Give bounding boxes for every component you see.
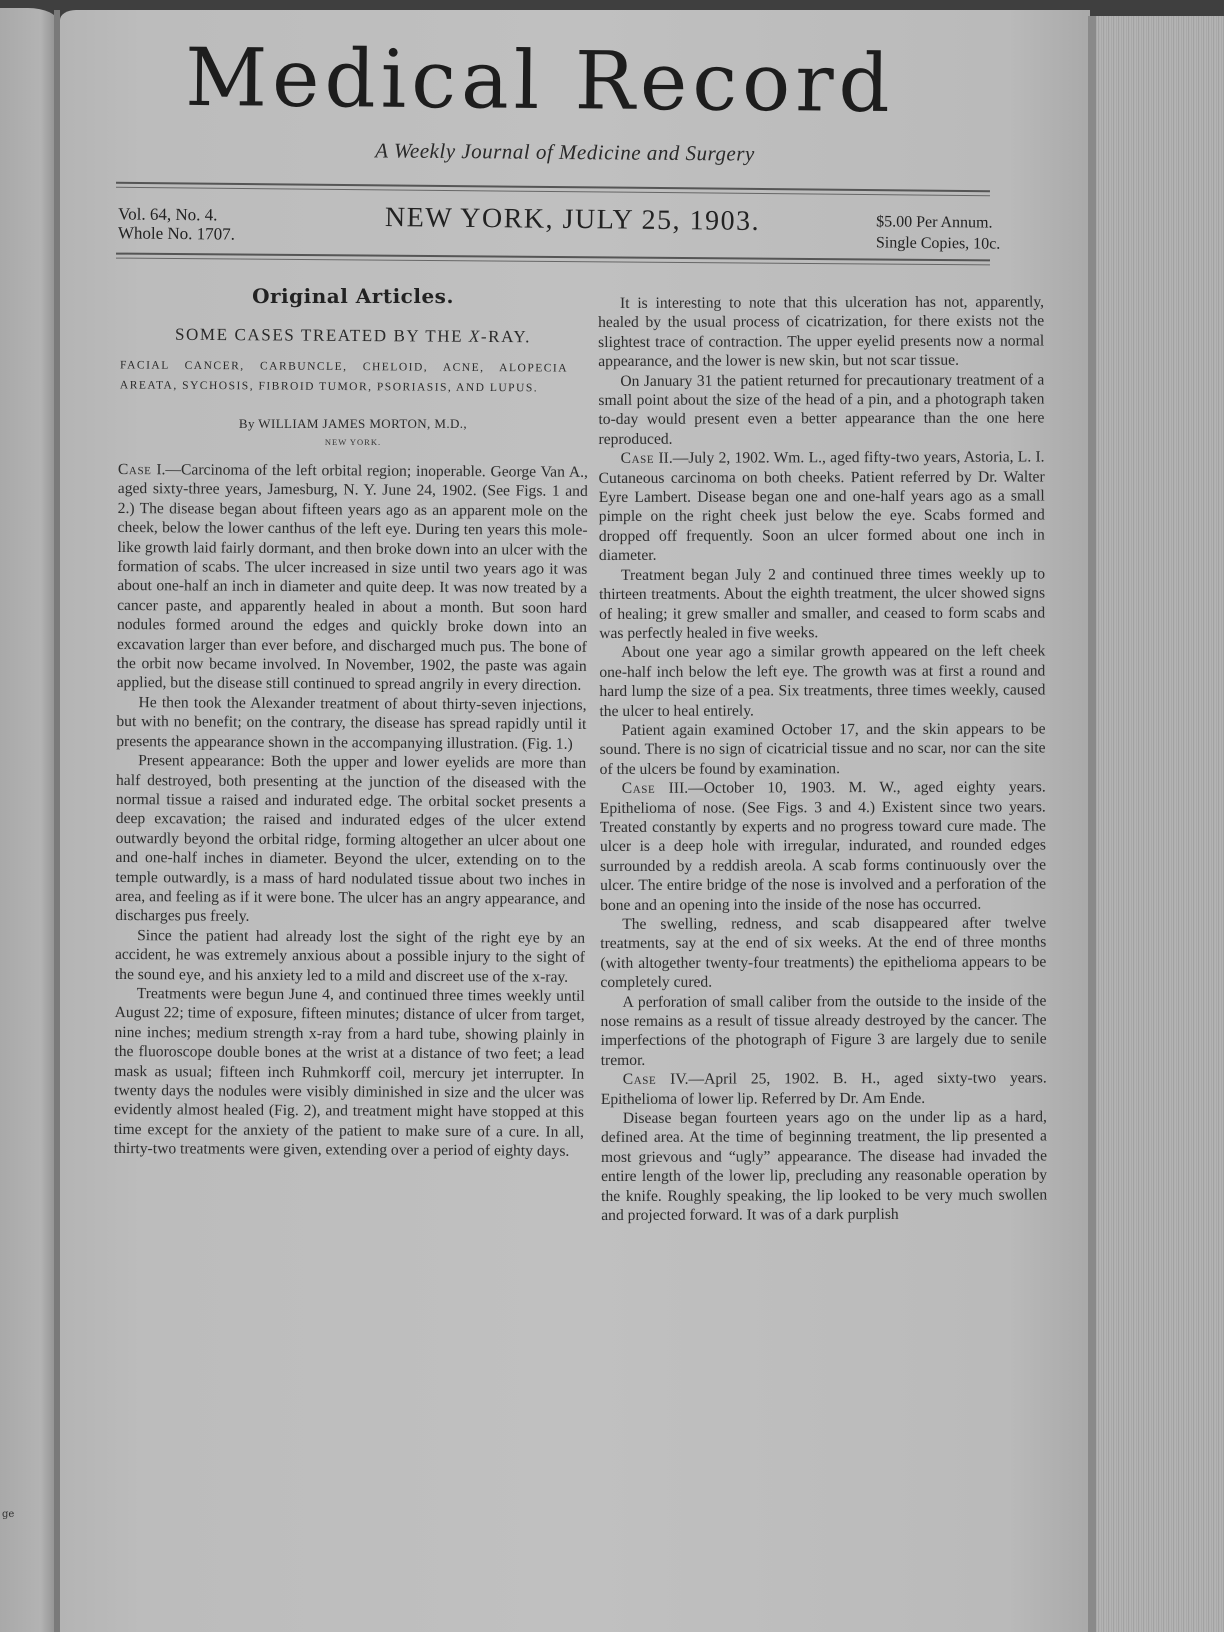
paragraph	[601, 1069, 1047, 1109]
article-title-post: -RAY.	[480, 326, 532, 347]
paragraph	[601, 1108, 1047, 1226]
whole-number: Whole No. 1707.	[117, 223, 236, 244]
facing-page-left	[0, 8, 58, 1632]
dateline: NEW YORK, JULY 25, 1903.	[384, 202, 761, 237]
paragraph	[599, 642, 1045, 721]
case-label: Case	[117, 460, 152, 479]
paragraph-text: I.—Carcinoma of the left orbital region; inoperable. George Van A., aged sixty-three years, Jamesburg, N. Y. June 24, 1902. (See Figs. 1 and 2.) The disease began about fifteen years ago as an apparent mole on the cheek, below the lower canthus of the left eye. During ten years this mole-like growth laid fairly dormant, and then broke down into an ulcer with the formation of scabs. The ulcer increased in size until two years ago it was about one-half an inch in diameter and quite deep. It was now treated by a cancer paste, and apparently healed in about a month. But soon hard nodules formed around the edges and quickly broke down into an excavation larger than ever before, and discharged much pus. The bone of the orbit now became involved. In November, 1902, the paste was again applied, but the disease still continued to spread angrily in every direction.	[116, 461, 588, 695]
price-info	[876, 211, 1001, 254]
paragraph	[598, 292, 1044, 371]
case-label: Case	[622, 1071, 657, 1089]
paragraph-text: A perforation of small caliber from the outside to the inside of the nose remains as a result of tissue already destroyed by the cancer. The imperfections of the photograph of Figure 3 are largely due to senile tremor.	[600, 992, 1047, 1069]
paragraph	[599, 719, 1045, 779]
price-annum: $5.00 Per Annum.	[876, 213, 993, 232]
paragraph-text: IV.—April 25, 1902. B. H., aged sixty-two years. Epithelioma of lower lip. Referred by Dr. Am Ende.	[600, 1069, 1047, 1108]
paragraph	[115, 926, 585, 987]
right-column	[598, 292, 1047, 1225]
case-label: Case	[621, 779, 656, 798]
case-label: Case	[620, 450, 655, 468]
paragraph	[115, 751, 586, 929]
masthead-title: Medical Record	[184, 30, 896, 131]
article-title-x: X	[468, 326, 482, 346]
paragraph-text: Present appearance: Both the upper and lower eyelids are more than half destroyed, both presenting at the junction of the diseased with the normal tissue a raised and indurated edge. The orbital socket presents a deep excavation; the raised and indurated edges of the ulcer extend outwardly beyond the orbital ridge, forming altogether an ulcer about one and one-half inches in diameter. Beyond the ulcer, extending on to the temple outwardly, is a mass of hard nodulated tissue about two inches in area, and feeling as if it were bone. The ulcer has an angry appearance, and discharges pus freely.	[115, 752, 587, 926]
paragraph	[600, 913, 1046, 992]
page-stack-shadow	[1088, 16, 1096, 1632]
paragraph-text: Patient again examined October 17, and the skin appears to be sound. There is no sign of cicatricial tissue and no scar, nor can the site of the ulcers be found by examination.	[599, 720, 1046, 778]
page-stack-edge	[1088, 16, 1224, 1632]
paragraph-text: It is interesting to note that this ulceration has not, apparently, healed by the usual process of cicatrization, for there exists not the slightest trace of contraction. The upper eyelid presents now a normal appearance, and the lower is new skin, but not scar tissue.	[598, 293, 1045, 371]
paragraph-text: Disease began fourteen years ago on the under lip as a hard, defined area. At the time of beginning treatment, the lip presented a most grievous and “ugly” appearance. The disease had invaded the entire length of the lower lip, precluding any reasonable operation by the knife. Roughly speaking, the lip looked to be very much swollen and projected forward. It was of a dark purplish	[600, 1108, 1048, 1225]
byline-location: NEW YORK.	[324, 437, 382, 447]
paragraph-text: He then took the Alexander treatment of about thirty-seven injections, but with no benefit; on the contrary, the disease has spread rapidly until it presents the appearance shown in the accompanying illustration. (Fig. 1.)	[116, 694, 587, 753]
byline: By WILLIAM JAMES MORTON, M.D.,	[238, 416, 468, 431]
paragraph	[598, 370, 1044, 449]
paragraph	[600, 991, 1046, 1070]
paragraph-text: Treatments were begun June 4, and continued three times weekly until August 22; time of exposure, fifteen minutes; distance of ulcer from target, nine inches; medium strength x-ray from a hard tube, showing plainly in the fluoroscope double bones at the wrist at a distance of two feet; a lead mask as usual; fifteen inch Ruhmkorff coil, mercury jet interrupter. In twenty days the nodules were visibly diminished in size and the ulcer was evidently almost healed (Fig. 2), and treatment might have stopped at this time except for the anxiety of the patient to make sure of a cure. In all, thirty-two treatments were given, extending over a period of eighty days.	[113, 985, 585, 1160]
price-single: Single Copies, 10c.	[875, 234, 1001, 253]
paragraph	[114, 984, 585, 1162]
facing-page-margin-text: ge	[2, 1509, 15, 1520]
section-heading: Original Articles.	[252, 284, 454, 308]
paragraph-text: The swelling, redness, and scab disappeared after twelve treatments, say at the end of six weeks. At the end of three months (with altogether twenty-four treatments) the epithelioma appears to be completely cured.	[600, 914, 1047, 992]
paragraph	[116, 693, 586, 754]
paragraph	[600, 778, 1046, 915]
left-column	[114, 460, 588, 1161]
paragraph-text: III.—October 10, 1903. M. W., aged eighty years. Epithelioma of nose. (See Figs. 3 and 4.) Existent since two years. Treated constantly by experts and no progress toward cure made. The ulcer is a deep hole with irregular, indurated, and rounded edges surrounded by a reddish areola. A scab forms continuously over the ulcer. The entire bridge of the nose is involved and a perforation of the bone and an opening into the inside of the nose has occurred.	[599, 778, 1047, 914]
article-title	[118, 324, 588, 347]
paragraph-text: Treatment began July 2 and continued three times weekly up to thirteen treatments. About the eighth treatment, the ulcer showed signs of healing; it grew smaller and smaller, and ceased to form scabs and was perfectly healed in five weeks.	[599, 565, 1046, 642]
volume-number: Vol. 64, No. 4.	[118, 204, 218, 225]
paragraph-text: About one year ago a similar growth appeared on the left cheek one-half inch below the left eye. The growth was at first a round and hard lump the size of a pea. Six treatments, three times weekly, caused the ulcer to heal entirely.	[599, 642, 1046, 720]
masthead-subtitle: A Weekly Journal of Medicine and Surgery	[375, 138, 755, 166]
paragraph-text: II.—July 2, 1902. Wm. L., aged fifty-two years, Astoria, L. I. Cutaneous carcinoma on both cheeks. Patient referred by Dr. Walter Eyre Lambert. Disease began one and one-half years ago as a small pimple on the right cheek just below the eye. Scabs formed and dropped off frequently. Soon an ulcer formed about one inch in diameter.	[598, 448, 1045, 565]
volume-info	[118, 204, 235, 243]
paragraph-text: Since the patient had already lost the sight of the right eye by an accident, he was extremely anxious about a possible injury to the sight of the sound eye, and his anxiety led to a mild and discreet use of the x-ray.	[114, 926, 586, 986]
paragraph	[599, 448, 1045, 566]
paragraph	[599, 564, 1045, 643]
paragraph-text: On January 31 the patient returned for precautionary treatment of a small point about the size of the head of a pin, and a photograph taken to-day would present even a better appearance than the one here reproduced.	[598, 371, 1045, 448]
paragraph	[117, 460, 588, 696]
article-subhead: FACIAL CANCER, CARBUNCLE, CHELOID, ACNE, ALOPECIA AREATA, SYCHOSIS, FIBROID TUMOR, PSORIASIS, AND LUPUS.	[119, 359, 569, 394]
article-title-pre: SOME CASES TREATED BY THE	[174, 324, 470, 346]
